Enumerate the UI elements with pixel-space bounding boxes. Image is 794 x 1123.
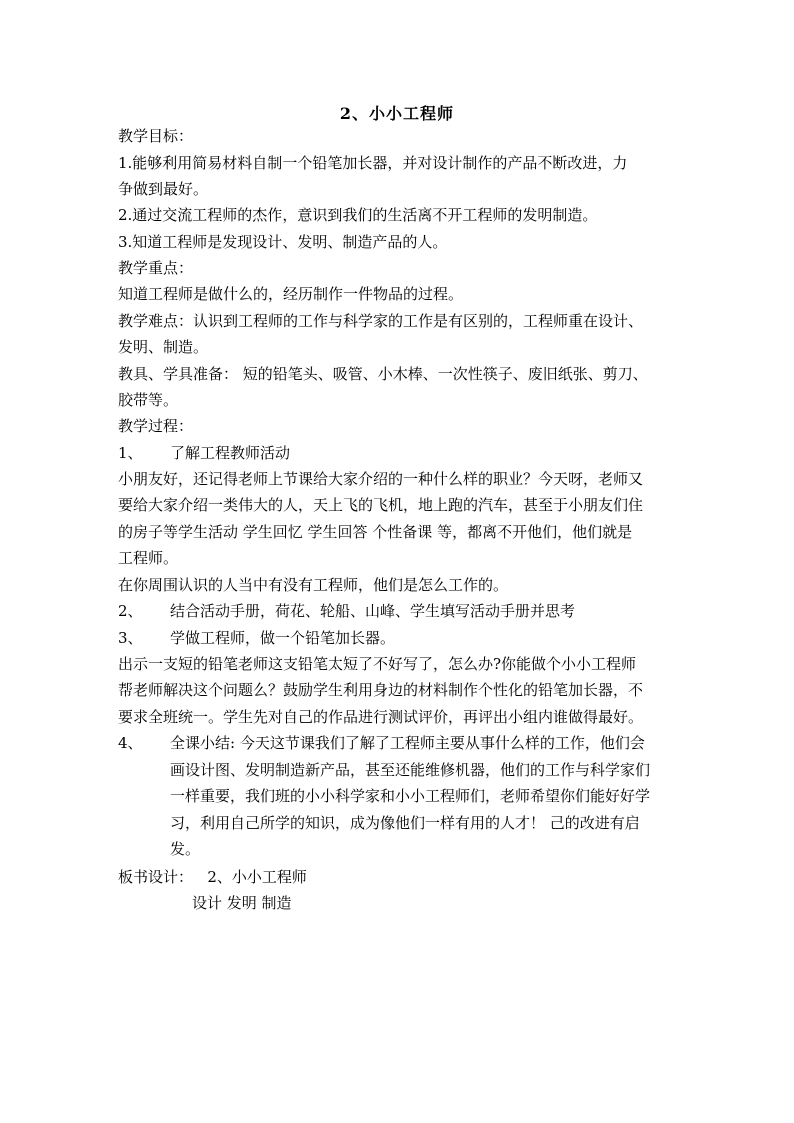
para3-line-1: 出示一支短的铅笔老师这支铅笔太短了不好写了，怎么办?你能做个小小工程师 [118, 655, 637, 673]
step-4 [118, 733, 645, 753]
para1-line-2: 要给大家介绍一类伟大的人，天上飞的飞机，地上跑的汽车，甚至于小朋友们住 [118, 496, 644, 514]
para3-line-3: 要求全班统一。学生先对自己的作品进行测试评价，再评出小组内谁做得最好。 [118, 708, 644, 726]
step-3-number: 3、 [118, 629, 143, 647]
step-4-line-5: 发。 [170, 840, 201, 858]
difficulty-line-1: 教学难点：认识到工程师的工作与科学家的工作是有区别的，工程师重在设计、 [118, 312, 644, 330]
para1-line-4: 工程师。 [118, 549, 179, 567]
difficulty-line-2: 发明、制造。 [118, 338, 209, 356]
board-items: 设计 发明 制造 [192, 894, 292, 912]
para3-line-2: 帮老师解决这个问题么？鼓励学生利用身边的材料制作个性化的铅笔加长器，不 [118, 681, 644, 699]
step-1 [118, 443, 290, 463]
step-2-number: 2、 [118, 602, 143, 620]
board-label: 板书设计： [118, 868, 194, 886]
key-points-text: 知道工程师是做什么的，经历制作一件物品的过程。 [118, 285, 464, 303]
objective-1-line-2: 争做到最好。 [118, 180, 209, 198]
step-2 [118, 601, 575, 621]
para2: 在你周围认识的人当中有没有工程师，他们是怎么工作的。 [118, 576, 509, 594]
board-title: 2、小小工程师 [207, 868, 307, 886]
step-1-text: 了解工程教师活动 [170, 444, 291, 462]
step-4-line-3: 一样重要，我们班的小小科学家和小小工程师们，老师希望你们能好好学 [170, 787, 651, 805]
step-4-number: 4、 [118, 734, 143, 752]
para1-line-1: 小朋友好，还记得老师上节课给大家介绍的一种什么样的职业？今天呀，老师又 [118, 470, 644, 488]
step-2-text: 结合活动手册，荷花、轮船、山峰、学生填写活动手册并思考 [170, 602, 576, 620]
page-title: 2、小小工程师 [339, 104, 455, 123]
objective-3: 3.知道工程师是发现设计、发明、制造产品的人。 [118, 233, 448, 251]
board-design [118, 867, 307, 887]
objective-1-line-1: 1.能够利用简易材料自制一个铅笔加长器，并对设计制作的产品不断改进，力 [118, 154, 628, 172]
step-4-line-2: 画设计图、发明制造新产品，甚至还能维修机器，他们的工作与科学家们 [170, 761, 651, 779]
objective-2: 2.通过交流工程师的杰作，意识到我们的生活离不开工程师的发明制造。 [118, 206, 598, 224]
process-heading: 教学过程： [118, 417, 194, 435]
objectives-heading: 教学目标： [118, 127, 194, 145]
materials-line-2: 胶带等。 [118, 391, 179, 409]
para1-line-3: 的房子等学生活动 学生回忆 学生回答 个性备课 等，都离不开他们，他们就是 [118, 523, 633, 541]
key-points-heading: 教学重点： [118, 259, 194, 277]
step-4-line-1: 全课小结: 今天这节课我们了解了工程师主要从事什么样的工作，他们会 [170, 734, 645, 752]
materials-line-1: 教具、学具准备： 短的铅笔头、吸管、小木棒、一次性筷子、废旧纸张、剪刀、 [118, 365, 648, 383]
step-1-number: 1、 [118, 444, 143, 462]
step-3 [118, 628, 395, 648]
step-4-line-4: 习，利用自己所学的知识，成为像他们一样有用的人才！ 己的改进有启 [170, 814, 640, 832]
step-3-text: 学做工程师，做一个铅笔加长器。 [170, 629, 396, 647]
